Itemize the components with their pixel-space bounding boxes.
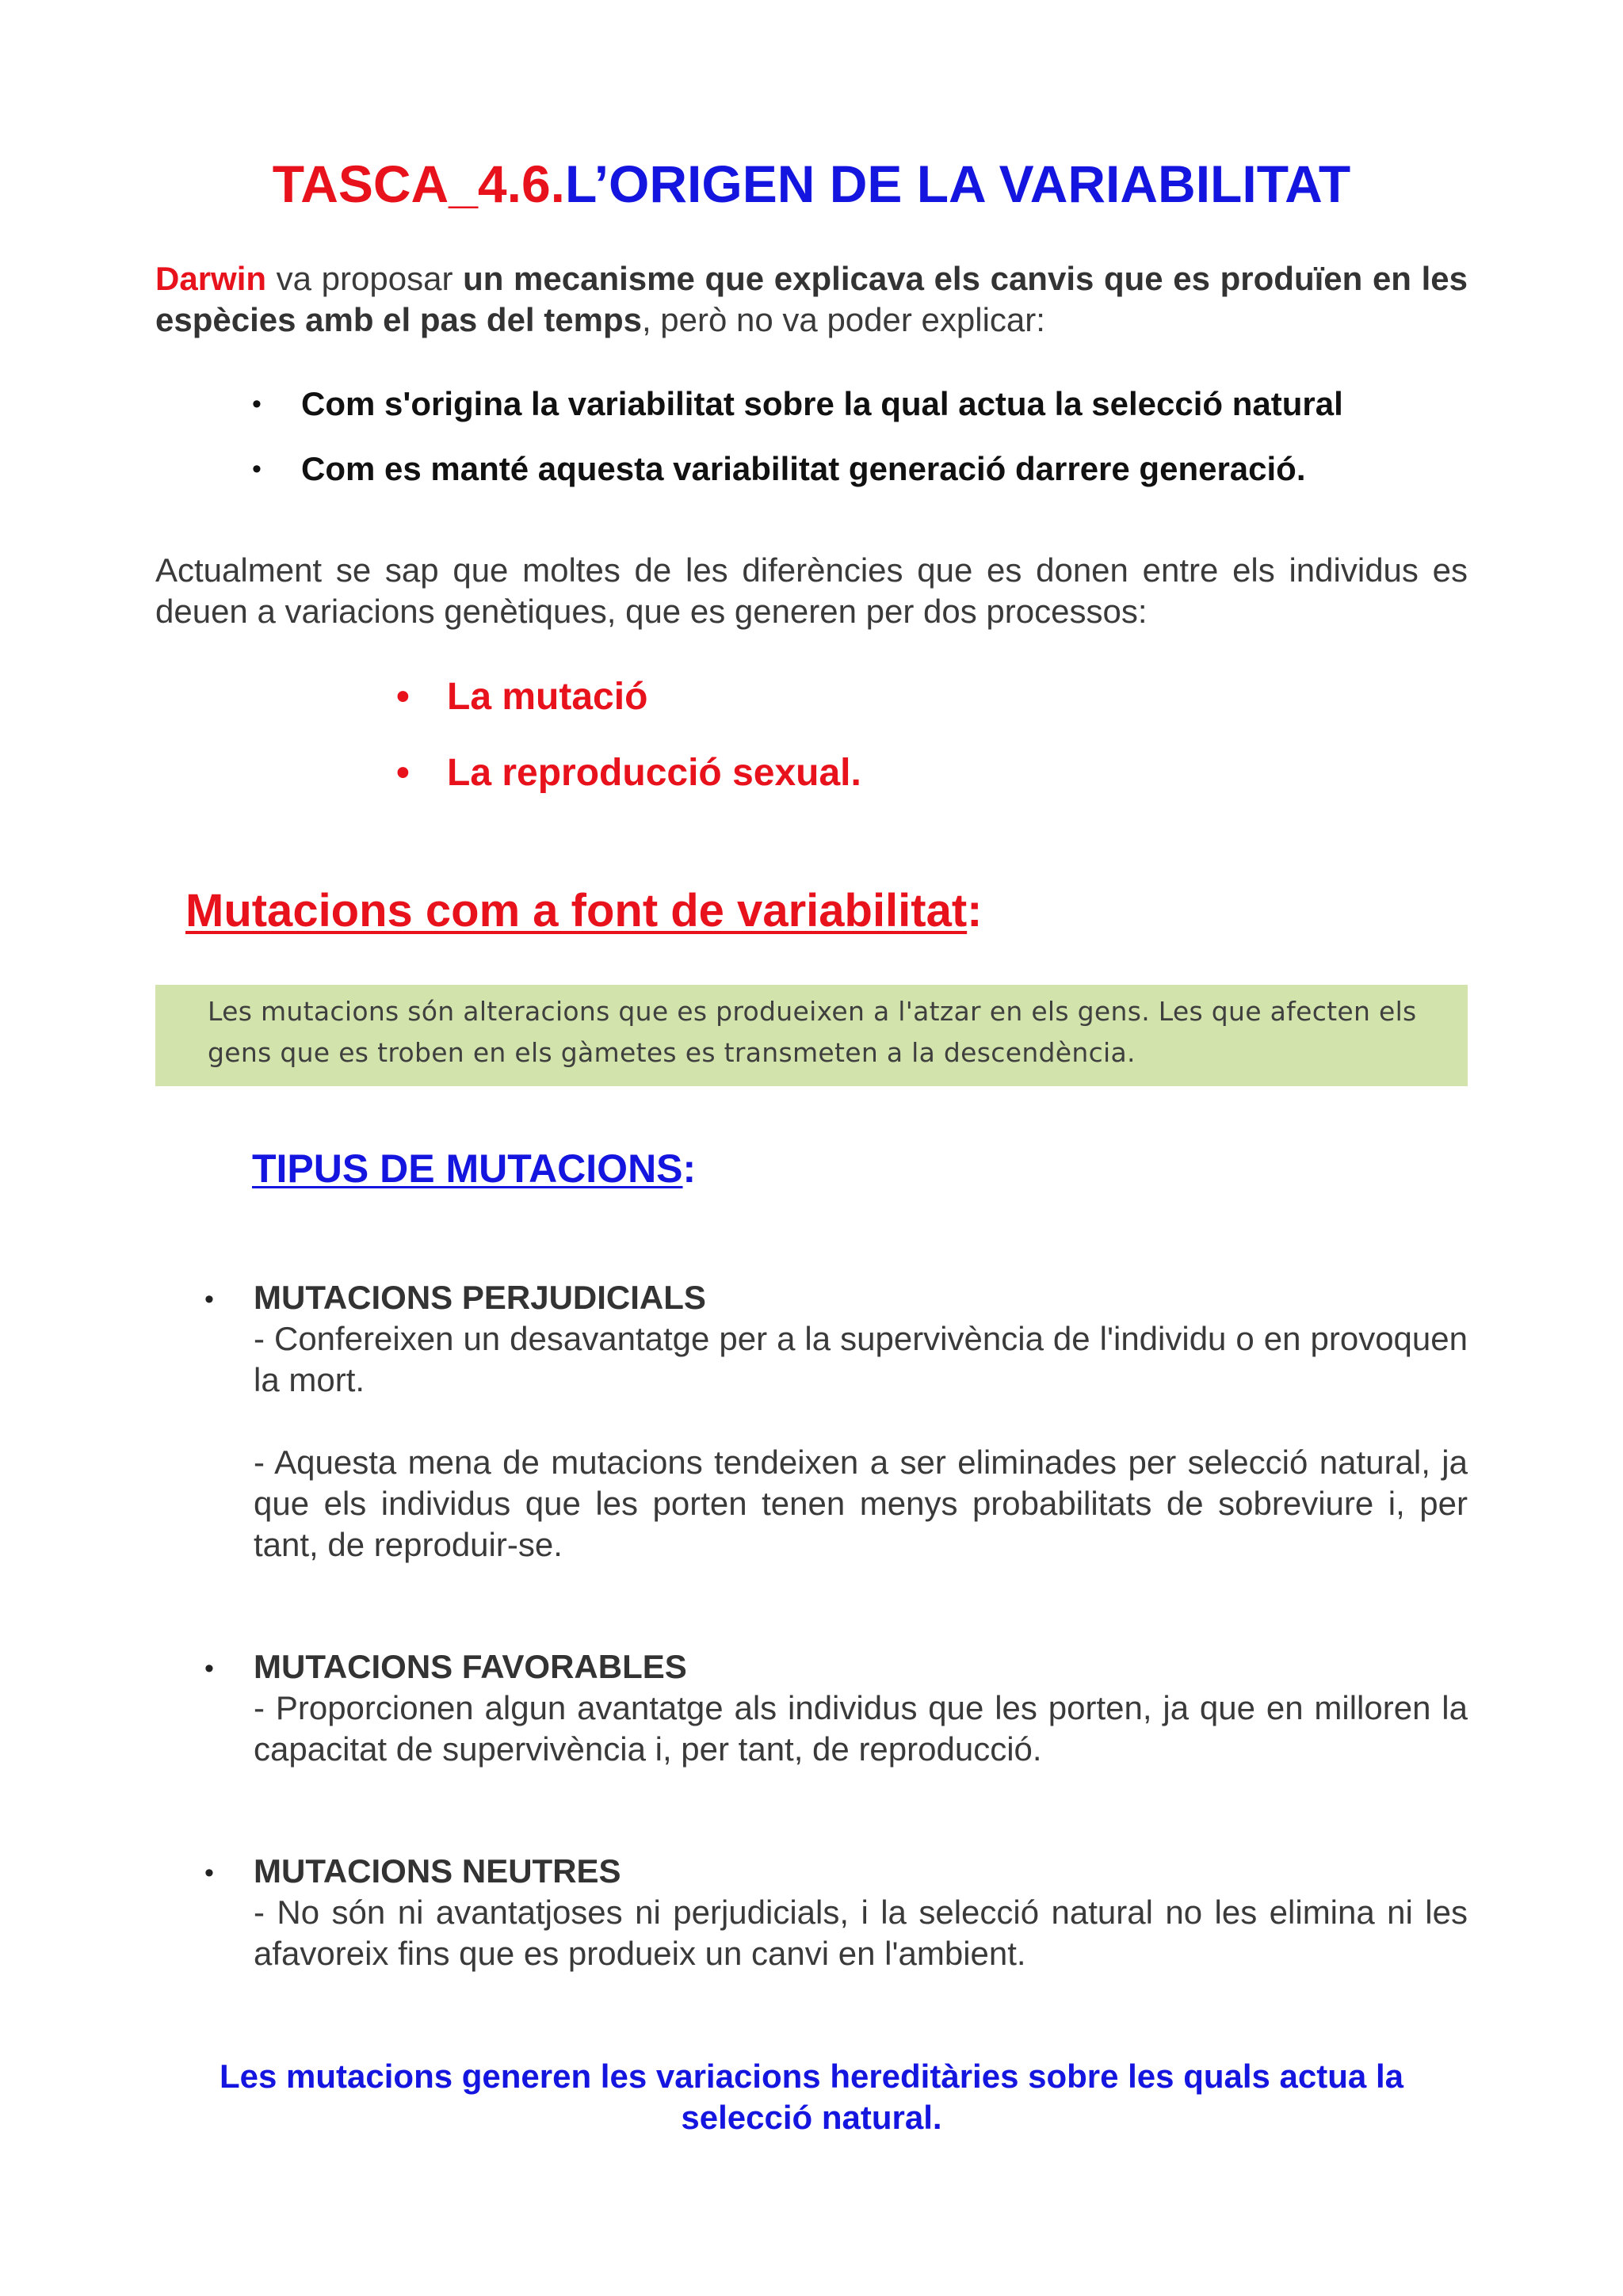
mutation-type-desc: - No són ni avantatjoses ni perjudicials, i la selecció natural no les elimina ni les afavoreix fins que es produeix un canvi en l'ambient. [254,1894,1468,1972]
mutation-type-desc: - Proporcionen algun avantatge als individus que les porten, ja que en milloren la capacitat de supervivència i, per tant, de reproducció. [254,1689,1468,1768]
variation-paragraph: Actualment se sap que moltes de les diferències que es donen entre els individus es deuen a variacions genètiques, que es generen per dos processos: [155,551,1468,630]
title-prefix: TASCA_4.6. [272,154,566,213]
section-heading [185,879,983,943]
mutation-type-title: MUTACIONS PERJUDICIALS [254,1279,706,1316]
section-heading-text: Mutacions com a font de variabilitat [185,885,968,936]
process-text: La mutació [447,676,648,718]
intro-text-2: , però no va poder explicar: [641,301,1045,338]
definition-text: Les mutacions són alteracions que es produeixen a l'atzar en els gens. Les que afecten els gens que es troben en els gàmetes es transmeten a la descendència. [208,996,1417,1068]
intro-bold-text: un mecanisme que explicava els canvis que es produïen en les espècies amb el pas del temps [155,260,1468,338]
mutation-type-desc: - Aquesta mena de mutacions tendeixen a ser eliminades per selecció natural, ja que els individus que les porten tenen menys probabilitats de sobreviure i, per tant, de reproduir-se. [254,1444,1468,1563]
bullet-icon: • [204,1653,214,1684]
bullet-icon: • [252,389,262,419]
bullet-icon: • [204,1858,214,1888]
section-heading-colon: : [967,885,983,936]
bullet-icon: • [396,752,410,794]
question-text: Com s'origina la variabilitat sobre la qual actua la selecció natural [301,385,1343,422]
types-heading-text: TIPUS DE MUTACIONS [252,1146,683,1191]
bullet-icon: • [204,1284,214,1314]
bullet-icon: • [252,454,262,484]
conclusion-text: Les mutacions generen les variacions hereditàries sobre les quals actua la selecció natural. [220,2058,1403,2136]
definition-box [155,985,1468,1086]
mutation-type-desc: - Confereixen un desavantatge per a la supervivència de l'individu o en provoquen la mort. [254,1320,1468,1398]
types-heading-colon: : [682,1146,697,1191]
process-text: La reproducció sexual. [447,752,861,794]
intro-text-1: va proposar [266,260,464,297]
page-title [0,151,1623,217]
bullet-icon: • [396,676,410,718]
types-heading [252,1141,696,1196]
darwin-name: Darwin [155,260,267,297]
intro-paragraph [155,258,1468,341]
mutation-type-title: MUTACIONS FAVORABLES [254,1648,687,1685]
mutation-type-title: MUTACIONS NEUTRES [254,1852,621,1890]
question-text: Com es manté aquesta variabilitat generació darrere generació. [301,450,1306,487]
title-main: L’ORIGEN DE LA VARIABILITAT [565,154,1351,213]
